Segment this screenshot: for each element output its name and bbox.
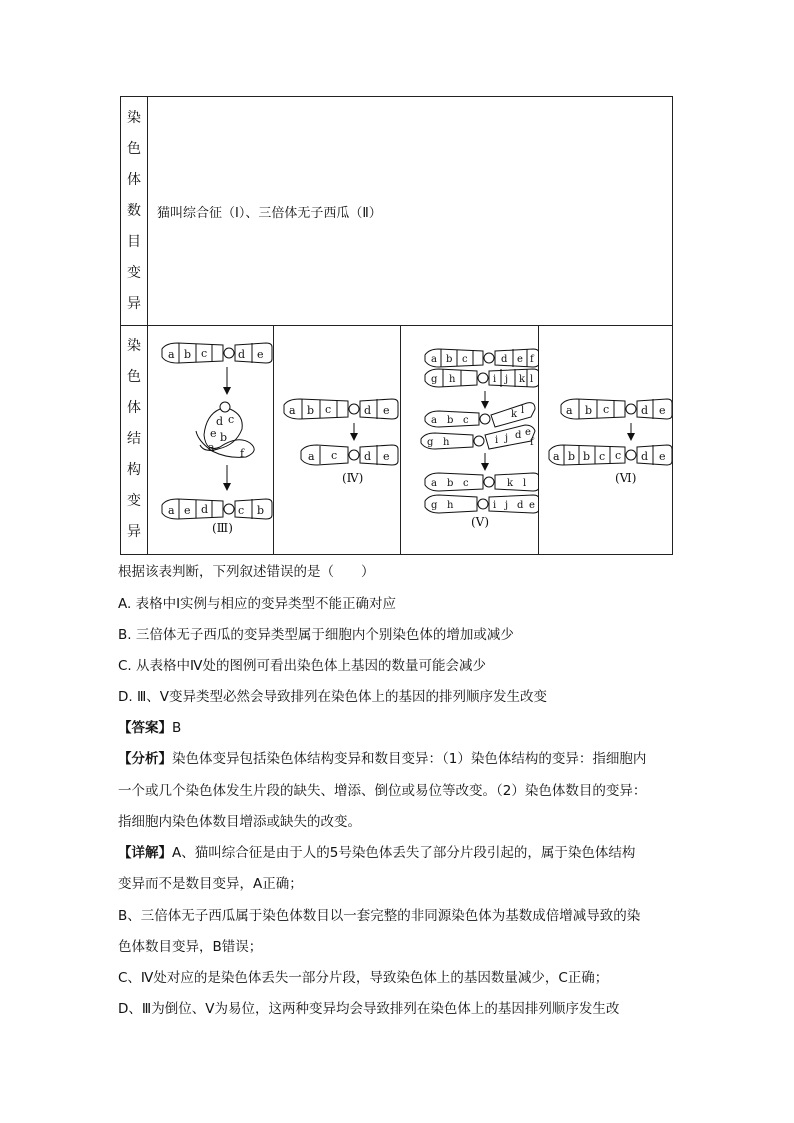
row2-header-char: 异 <box>127 524 141 540</box>
svg-text:f: f <box>530 437 534 448</box>
svg-text:d: d <box>515 430 522 441</box>
svg-text:e: e <box>529 500 535 511</box>
detail-line-3: B、三倍体无子西瓜属于染色体数目以一套完整的非同源染色体为基数成倍增减导致的染 <box>118 908 641 924</box>
svg-text:b: b <box>447 415 454 426</box>
svg-text:g: g <box>431 374 438 385</box>
svg-text:e: e <box>517 354 523 365</box>
svg-text:a: a <box>168 348 175 361</box>
svg-text:c: c <box>615 449 622 462</box>
svg-text:j: j <box>505 374 509 385</box>
row2-header-char: 色 <box>127 369 141 385</box>
row2-header-char: 结 <box>127 431 141 447</box>
svg-text:e: e <box>659 450 666 463</box>
svg-text:d: d <box>364 404 372 417</box>
question-stem: 根据该表判断，下列叙述错误的是（ ） <box>118 564 375 580</box>
svg-text:d: d <box>641 450 649 463</box>
svg-text:c: c <box>228 413 235 426</box>
row1-header-char: 目 <box>127 233 141 250</box>
deletion-diagram <box>274 325 401 554</box>
svg-text:a: a <box>308 450 315 463</box>
answer-value: B <box>172 720 182 736</box>
svg-text:c: c <box>603 403 610 416</box>
svg-text:j: j <box>505 500 509 511</box>
svg-text:a: a <box>431 415 437 426</box>
detail-line-2: 变异而不是数目变异，A正确； <box>118 876 303 892</box>
svg-text:d: d <box>641 404 649 417</box>
svg-text:a: a <box>431 354 437 365</box>
option-d: D. Ⅲ、Ⅴ变异类型必然会导致排列在染色体上的基因的排列顺序发生改变 <box>118 689 548 705</box>
detail-line-6: D、Ⅲ为倒位、Ⅴ为易位，这两种变异均会导致排列在染色体上的基因排列顺序发生改 <box>118 1001 620 1017</box>
svg-text:a: a <box>566 404 573 417</box>
svg-text:d: d <box>517 500 524 511</box>
svg-text:a: a <box>168 504 175 517</box>
row2-header <box>121 325 148 554</box>
svg-text:i: i <box>493 374 497 385</box>
svg-text:e: e <box>383 450 390 463</box>
row-number-variation <box>121 97 672 326</box>
row1-content: 猫叫综合征（Ⅰ）、三倍体无子西瓜（Ⅱ） <box>157 206 382 221</box>
svg-text:d: d <box>216 415 224 428</box>
svg-text:c: c <box>331 449 338 462</box>
row1-header-char: 染 <box>127 109 141 126</box>
svg-text:c: c <box>463 478 469 489</box>
svg-text:g: g <box>431 500 438 511</box>
analysis-line-1 <box>118 749 646 769</box>
svg-text:k: k <box>507 478 514 489</box>
svg-text:j: j <box>505 433 509 444</box>
svg-text:c: c <box>201 347 208 360</box>
svg-text:f: f <box>240 447 245 460</box>
svg-text:i: i <box>493 500 497 511</box>
svg-text:c: c <box>462 354 468 365</box>
svg-text:a: a <box>208 441 215 454</box>
row-structure-variation <box>121 325 672 554</box>
svg-text:d: d <box>501 354 508 365</box>
svg-text:k: k <box>511 409 518 420</box>
figure-label-V: (Ⅴ) <box>471 515 490 529</box>
figure-cell-duplication <box>539 325 672 554</box>
svg-text:c: c <box>463 415 469 426</box>
detail-text: A、猫叫综合征是由于人的5号染色体丢失了部分片段引起的，属于染色体结构 <box>172 845 636 861</box>
svg-text:b: b <box>446 354 453 365</box>
svg-text:k: k <box>519 374 526 385</box>
svg-text:b: b <box>184 348 192 361</box>
figure-cell-inversion <box>148 325 274 554</box>
detail-label: 【详解】 <box>118 845 172 861</box>
svg-text:f: f <box>530 354 534 365</box>
answer-label: 【答案】 <box>118 720 172 736</box>
analysis-label: 【分析】 <box>118 751 172 767</box>
detail-line-5: C、Ⅳ处对应的是染色体丢失一部分片段，导致染色体上的基因数量减少，C正确； <box>118 970 609 986</box>
svg-text:d: d <box>238 348 246 361</box>
svg-text:c: c <box>238 504 245 517</box>
option-b: B. 三倍体无子西瓜的变异类型属于细胞内个别染色体的增加或减少 <box>118 627 514 643</box>
duplication-diagram <box>539 325 672 554</box>
analysis-line-2: 一个或几个染色体发生片段的缺失、增添、倒位或易位等改变。（2）染色体数目的变异： <box>118 783 647 799</box>
detail-line-4: 色体数目变异，B错误； <box>118 939 263 955</box>
svg-text:l: l <box>523 478 527 489</box>
svg-text:c: c <box>325 403 332 416</box>
inversion-diagram <box>148 325 274 554</box>
svg-text:a: a <box>289 404 296 417</box>
row1-header-char: 色 <box>127 140 141 157</box>
svg-text:e: e <box>184 504 191 517</box>
variation-table <box>120 96 673 555</box>
figure-cell-deletion <box>274 325 401 554</box>
svg-text:b: b <box>447 478 454 489</box>
detail-line-1 <box>118 843 635 863</box>
svg-text:l: l <box>530 374 534 385</box>
svg-text:a: a <box>553 450 560 463</box>
svg-text:b: b <box>257 504 265 517</box>
svg-text:a: a <box>431 478 437 489</box>
row1-header-char: 体 <box>127 171 141 188</box>
svg-text:g: g <box>427 437 434 448</box>
svg-text:l: l <box>521 405 525 416</box>
svg-text:i: i <box>495 435 499 446</box>
figure-cell-translocation <box>401 325 539 554</box>
svg-text:b: b <box>583 450 591 463</box>
svg-text:e: e <box>525 427 531 438</box>
figure-label-VI: (Ⅵ) <box>615 471 637 485</box>
svg-text:e: e <box>383 404 390 417</box>
row1-header-char: 异 <box>127 295 141 312</box>
row2-header-char: 变 <box>127 493 141 509</box>
figure-label-III: (Ⅲ) <box>212 521 233 535</box>
svg-text:b: b <box>307 404 315 417</box>
row1-header-char: 数 <box>127 202 141 219</box>
svg-text:h: h <box>447 500 454 511</box>
figure-label-IV: (Ⅳ) <box>342 471 364 485</box>
translocation-diagram <box>401 325 539 554</box>
option-c: C. 从表格中Ⅳ处的图例可看出染色体上基因的数量可能会减少 <box>118 658 486 674</box>
analysis-line-3: 指细胞内染色体数目增添或缺失的改变。 <box>118 814 361 830</box>
svg-text:b: b <box>568 450 576 463</box>
svg-text:b: b <box>585 404 593 417</box>
row2-header-char: 染 <box>127 338 141 354</box>
svg-text:e: e <box>659 404 666 417</box>
svg-text:c: c <box>599 450 606 463</box>
row1-header <box>121 97 148 325</box>
svg-text:e: e <box>257 348 264 361</box>
row1-header-char: 变 <box>127 264 141 281</box>
row2-header-char: 构 <box>127 462 141 478</box>
svg-text:e: e <box>210 427 217 440</box>
row2-header-char: 体 <box>127 400 141 416</box>
svg-text:h: h <box>443 437 450 448</box>
svg-text:d: d <box>201 503 209 516</box>
answer-line <box>118 718 181 738</box>
svg-text:h: h <box>449 374 456 385</box>
svg-text:d: d <box>364 450 372 463</box>
analysis-text: 染色体变异包括染色体结构变异和数目变异：（1）染色体结构的变异：指细胞内 <box>172 751 647 767</box>
option-a: A. 表格中Ⅰ实例与相应的变异类型不能正确对应 <box>118 596 397 612</box>
svg-text:b: b <box>220 431 228 444</box>
